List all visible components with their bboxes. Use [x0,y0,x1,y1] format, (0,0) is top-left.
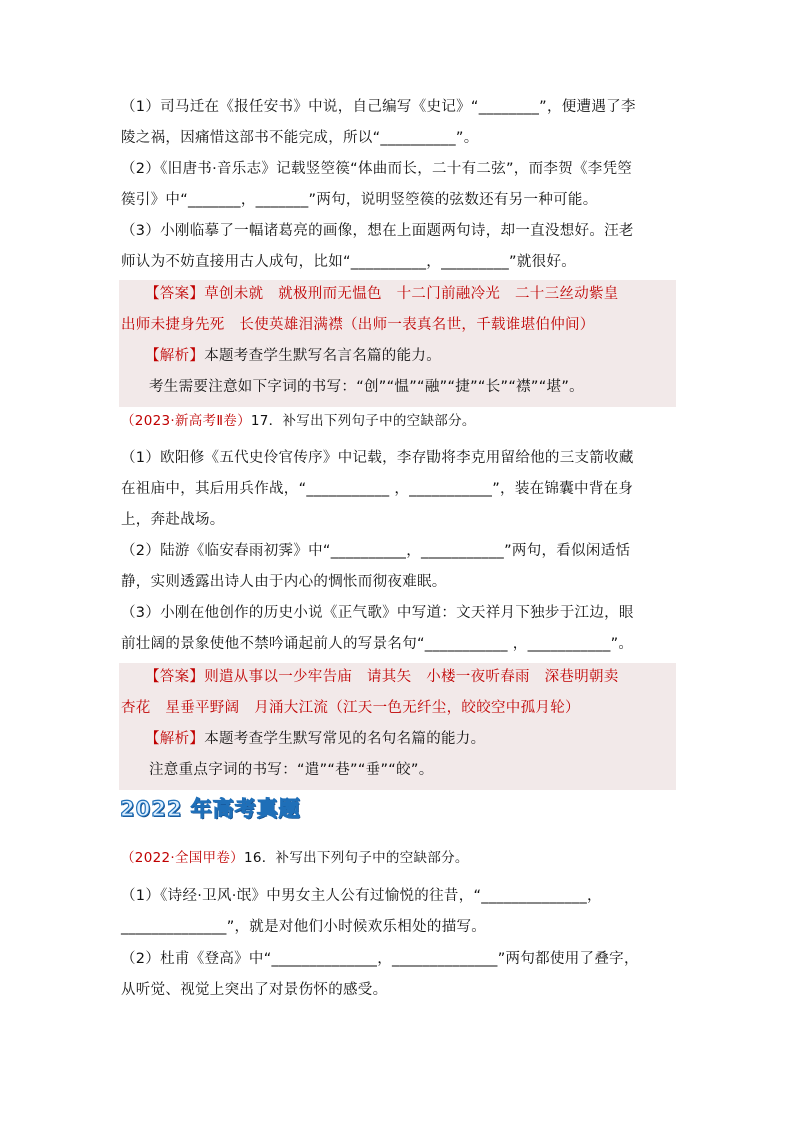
question-line: 陵之祸，因痛惜这部书不能完成，所以“__________”。 [121,130,479,146]
answer-text: 则遣从事以一少牢告庙 请其矢 小楼一夜听春雨 深巷明朝卖 [204,669,619,685]
question-line: （1）《诗经·卫风·氓》中男女主人公有过愉悦的往昔，“______________， [121,888,602,904]
answer-text: 草创未就 就极刑而无愠色 十二门前融冷光 二十三丝动紫皇 [204,286,619,302]
question-source: （2023·新高考Ⅱ卷） [121,413,251,429]
question-line: （1）司马迁在《报任安书》中说，自己编写《史记》“________”，便遭遇了李 [121,99,636,115]
answer-line: 出师未捷身先死 长使英雄泪满襟（出师一表真名世，千载谁堪伯仲间） [121,317,595,333]
question-line: 在祖庙中，其后用兵作战，“___________ ，___________”，装在锦囊中背在身 [121,481,634,497]
question-line: （2）《旧唐书·音乐志》记载竖箜篌“体曲而长，二十有二弦”，而李贺《李凭箜 [121,161,633,177]
answer-line: 杏花 星垂平野阔 月涌大江流（江天一色无纤尘，皎皎空中孤月轮） [121,700,580,716]
question-header [121,848,469,868]
answer-tag: 【答案】 [145,286,205,302]
question-line: 师认为不妨直接用古人成句，比如“__________，_________”就很好。 [121,254,577,270]
analysis-line [145,729,485,749]
question-prompt: 17．补写出下列句子中的空缺部分。 [250,413,476,429]
answer-line [145,667,619,687]
analysis-text: 本题考查学生默写名言名篇的能力。 [204,348,442,364]
section-title: 2022 年高考真题 [120,797,301,821]
question-line: （2）陆游《临安春雨初霁》中“__________，___________”两句，看似闲适恬 [121,543,631,559]
question-line: （1）欧阳修《五代史伶官传序》中记载，李存勖将李克用留给他的三支箭收藏 [121,450,634,466]
note-line: 考生需要注意如下字词的书写：“创”“愠”“融”“捷”“长”“襟”“堪”。 [149,379,584,395]
note-line: 注意重点字词的书写：“遣”“巷”“垂”“皎”。 [149,762,434,778]
analysis-tag: 【解析】 [145,348,205,364]
question-line: 静，实则透露出诗人由于内心的惆怅而彻夜难眠。 [121,574,447,590]
analysis-line [145,346,441,366]
question-line: （2）杜甫《登高》中“______________，______________”两句都使用了叠字， [121,951,639,967]
question-line: 前壮阔的景象使他不禁吟诵起前人的写景名句“___________ ，___________”。 [121,636,634,652]
question-line: 篌引》中“_______，_______”两句，说明竖箜篌的弦数还有另一种可能。 [121,192,598,208]
analysis-text: 本题考查学生默写常见的名句名篇的能力。 [204,731,486,747]
question-prompt: 16．补写出下列句子中的空缺部分。 [243,850,469,866]
question-line: （3）小刚在他创作的历史小说《正气歌》中写道：文天祥月下独步于江边，眼 [121,605,634,621]
answer-tag: 【答案】 [145,669,205,685]
question-line: （3）小刚临摹了一幅诸葛亮的画像，想在上面题两句诗，却一直没想好。汪老 [121,223,634,239]
question-line: ______________”，就是对他们小时候欢乐相处的描写。 [121,919,487,935]
answer-line [145,284,619,304]
question-source: （2022·全国甲卷） [121,850,244,866]
analysis-tag: 【解析】 [145,731,205,747]
question-line: 上，奔赴战场。 [121,512,225,528]
question-line: 从听觉、视觉上突出了对景伤怀的感受。 [121,982,388,998]
question-header [121,411,476,431]
